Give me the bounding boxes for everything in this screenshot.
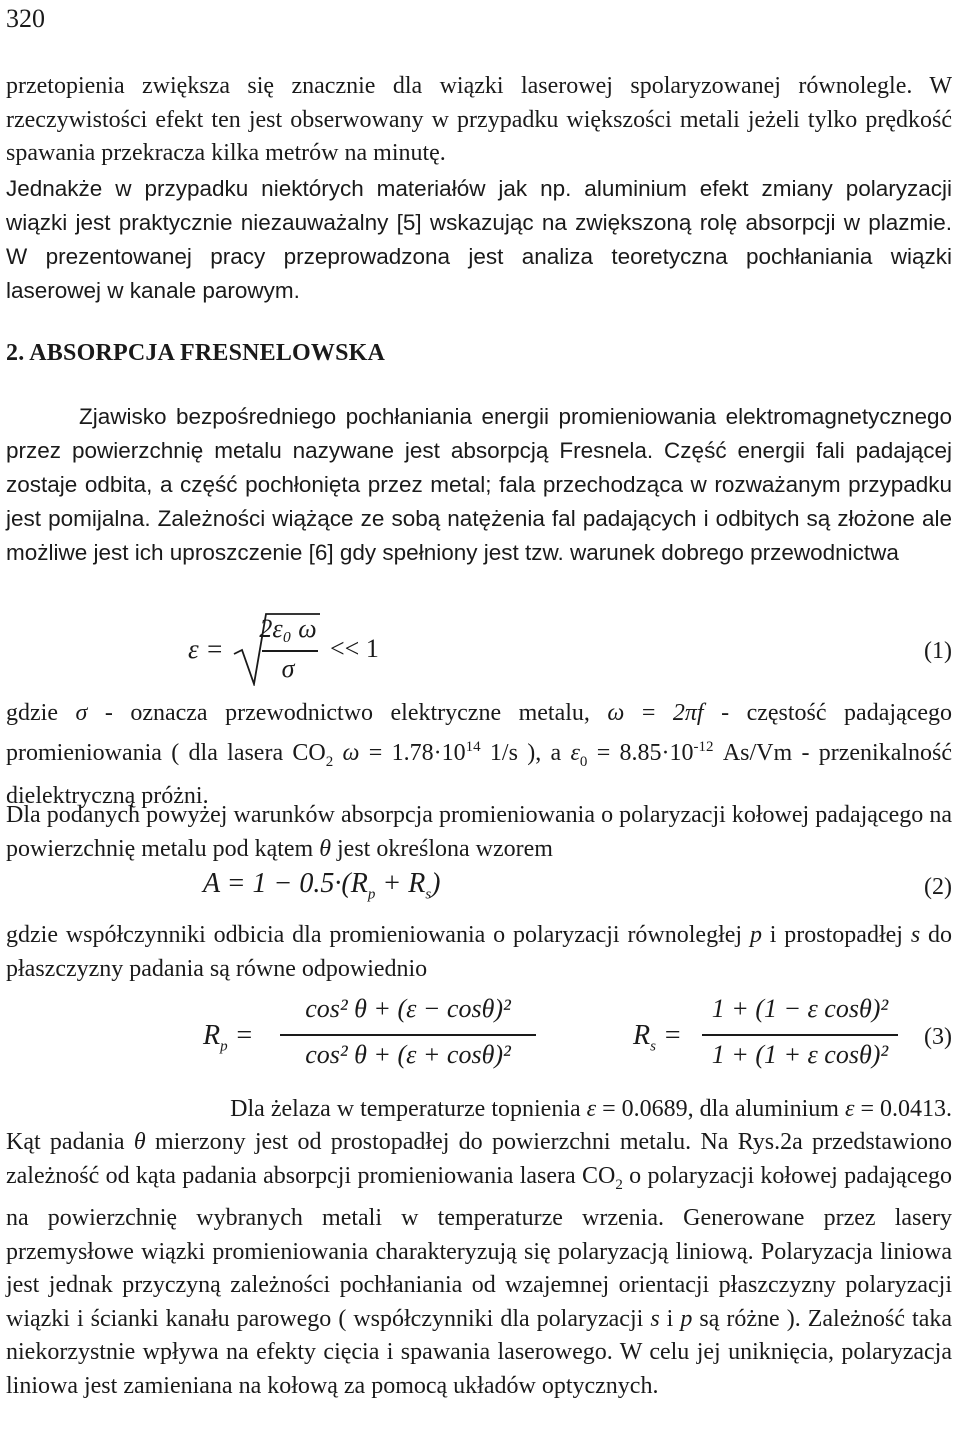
p3-t8: = 8.85·10 (587, 740, 694, 766)
paragraph-polarization (6, 1126, 952, 1404)
equation-1 (0, 608, 960, 688)
paragraph-absorption-intro (6, 798, 952, 866)
eq3-rp-lhs (203, 1020, 254, 1056)
p6-t1: Dla żelaza w temperaturze topnienia (230, 1096, 587, 1122)
equation-2 (0, 862, 960, 912)
p6-eps2: ε (844, 1096, 855, 1122)
p3-omega: ω (607, 700, 625, 726)
p5-t1: gdzie współczynniki odbicia dla promieniowania o polaryzacji równoległej (6, 922, 750, 948)
eq2-close: ) (431, 868, 441, 899)
eq3-rs-sub: s (650, 1038, 656, 1055)
eq1-den-text: σ (281, 654, 295, 683)
eq3-rp-denominator: cos² θ + (ε + cosθ)² (305, 1040, 511, 1069)
eq1-numerator (258, 614, 318, 644)
p7-co2-sub: 2 (615, 1176, 623, 1193)
eq3-rp-R: R (203, 1020, 221, 1051)
p3-t5 (333, 740, 342, 766)
section-heading: 2. ABSORPCJA FRESNELOWSKA (6, 340, 386, 366)
eq1-number: (1) (924, 638, 952, 664)
p7-p: p (680, 1305, 693, 1332)
p5-t3: do płaszczyzny padania są równe odpowiednio (6, 922, 953, 982)
p3-t6: = 1.78·10 (359, 740, 466, 766)
eq2-text: A = 1 − 0.5·(R (203, 868, 368, 899)
p6-t2: = 0.0689, dla aluminium (596, 1096, 845, 1122)
p6-eps1: ε (586, 1096, 597, 1122)
p3-omega2: ω (342, 740, 360, 766)
paragraph-epsilon-values (6, 1092, 952, 1126)
p6-t3: = 0.0413. (854, 1096, 952, 1122)
p4-t1: Dla podanych powyżej warunków absorpcja promieniowania o polaryzacji kołowej padającego na powierzchnię metalu pod kątem (6, 802, 952, 862)
eq3-rs-R: R (633, 1020, 651, 1051)
p7-t2: mierzony jest od prostopadłej do powierzchni metalu. Na Rys.2a przedstawiono zależność od kąta padania absorpcji promieniowania lasera CO (6, 1129, 953, 1189)
p3-t1: gdzie (6, 700, 76, 726)
p3-co2-sub: 2 (325, 753, 334, 770)
eq2-sub-p: p (367, 886, 376, 903)
p3-exp14: 14 (465, 739, 481, 755)
paragraph-definitions (6, 696, 952, 813)
eq1-rhs: << 1 (330, 634, 379, 663)
p3-t2: - oznacza przewodnictwo elektryczne metalu, (87, 700, 608, 726)
eq3-rs-eq: = (655, 1020, 682, 1051)
p7-t3: o polaryzacji kołowej padającego na powierzchnię wybranych metali w temperaturze wrzenia. Generowane przez lasery przemysłowe wiązki promieniowania charakteryzują się polaryzacją liniową. Polaryzacja liniowa jest jednak przyczyną zależności pochłaniania od wzajemnej orientacji płaszczyzny polaryzacji wiązki i ścianki kanału parowego ( współczynniki dla polaryzacji (6, 1162, 953, 1332)
paragraph-intro-continued: Jednakże w przypadku niektórych materiałów jak np. aluminium efekt zmiany polaryzacji wiązki jest praktycznie niezauważalny [5] wskazując na zwiększoną rolę absorpcji w plazmie. W prezentowanej pracy przeprowadzona jest analiza teoretyczna pochłaniania wiązki laserowej w kanale parowym. (6, 176, 952, 303)
eq1-denominator (258, 654, 318, 684)
p7-t4: i (659, 1305, 681, 1332)
p5-t2: i prostopadłej (761, 922, 911, 948)
paragraph-fresnel: Zjawisko bezpośredniego pochłaniania energii promieniowania elektromagnetycznego przez powierzchnię metalu nazywane jest absorpcją Fresnela. Część energii fali padającej zostaje odbita, a część pochłonięta przez metal; fala przechodząca w rozważanym przypadku jest pomijalna. Zależności wiążące ze sobą natężenia fal padających i odbitych są złożone ale możliwe jest ich uproszczenie [6] gdy spełniony jest tzw. warunek dobrego przewodnictwa (6, 404, 952, 565)
eq3-rp-numerator: cos² θ + (ε − cosθ)² (305, 994, 511, 1023)
p7-t5: są różne ). Zależność taka niekorzystnie wpływa na efekty cięcia i spawania laserowego. W celu jej uniknięcia, polaryzacja liniowa jest zamieniana na kołową za pomocą układów optycznych. (6, 1305, 953, 1399)
p3-t9: As/Vm - przenikalność dielektryczną próżni. (6, 740, 953, 809)
eq1-lhs: ε = (188, 634, 224, 664)
p3-t3: = (624, 700, 673, 726)
equation-3 (0, 990, 960, 1090)
p5-p: p (749, 922, 762, 948)
eq2-sub-s: s (425, 886, 432, 903)
p3-twopif: 2πf (672, 700, 704, 726)
eq3-rp-eq: = (227, 1020, 254, 1051)
eq3-rs-lhs (633, 1020, 682, 1056)
eq3-rs-denominator: 1 + (1 + ε cosθ)² (711, 1040, 889, 1069)
eq3-rs-numerator: 1 + (1 − ε cosθ)² (711, 994, 889, 1023)
eq2-plus: + R (375, 868, 426, 899)
p7-t1: Kąt padania (6, 1129, 134, 1155)
eq1-num-text: 2ε₀ ω (259, 614, 317, 643)
p7-theta: θ (133, 1129, 146, 1155)
eq3-rp-fraction-line (280, 1034, 536, 1036)
p3-t7: 1/s ), a (480, 740, 571, 766)
p5-s: s (910, 922, 921, 948)
page-number: 320 (6, 4, 45, 33)
p3-zero-sub: 0 (579, 753, 588, 770)
paragraph-reflection-coefficients (6, 918, 952, 986)
p3-t4: - częstość padającego promieniowania ( dla lasera CO (6, 700, 952, 766)
eq2-number: (2) (924, 874, 952, 900)
eq3-rs-fraction-line (702, 1034, 898, 1036)
eq1-fraction-line (262, 650, 318, 652)
p4-theta: θ (319, 836, 332, 862)
eq3-rp-sub: p (220, 1038, 228, 1055)
p4-t2: jest określona wzorem (331, 836, 553, 862)
eq2-body (203, 868, 441, 904)
p3-sigma: σ (75, 700, 88, 726)
eq3-number: (3) (924, 1024, 952, 1050)
p3-eps0: ε (570, 740, 580, 766)
paragraph-intro: przetopienia zwiększa się znacznie dla wiązki laserowej spolaryzowanej równolegle. W rzeczywistości efekt ten jest obserwowany w przypadku większości metali jeżeli tylko prędkość spawania przekracza kilka metrów na minutę. (6, 73, 952, 166)
p7-s: s (650, 1305, 660, 1332)
p3-expm12: -12 (693, 739, 714, 755)
